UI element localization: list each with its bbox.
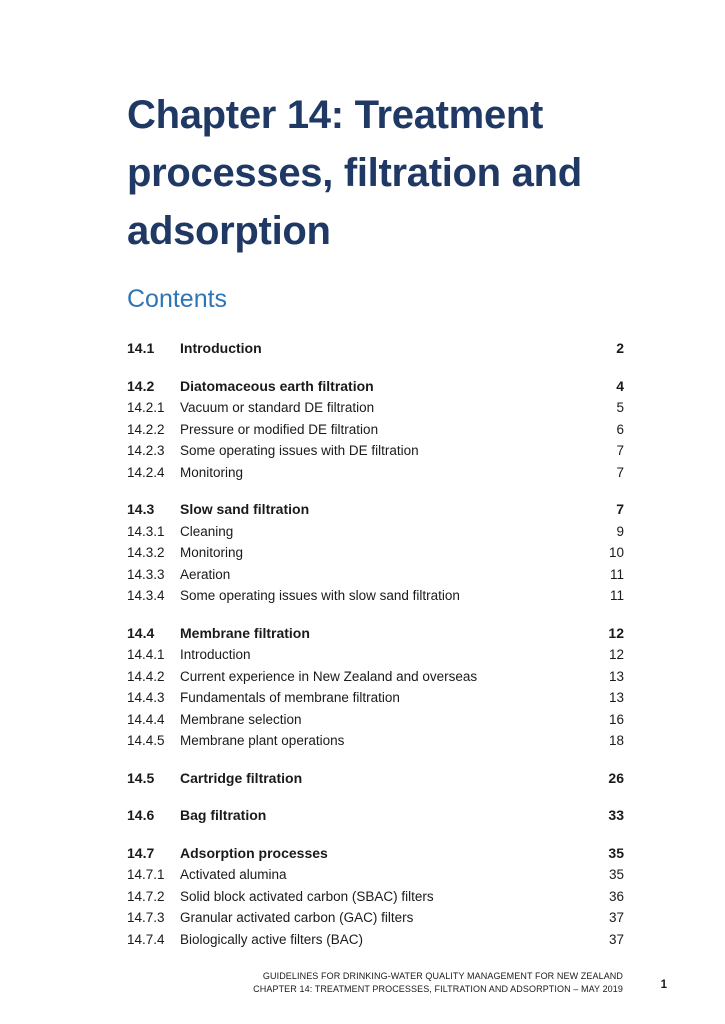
toc-entry-page: 9 bbox=[616, 523, 624, 539]
page-content bbox=[127, 0, 624, 950]
toc-entry-number: 14.7.3 bbox=[127, 910, 165, 925]
toc-entry-number: 14.2.4 bbox=[127, 464, 165, 480]
toc-entry-page: 6 bbox=[616, 421, 624, 437]
toc-entry-page: 13 bbox=[608, 690, 624, 705]
toc-entry[interactable] bbox=[127, 542, 624, 564]
toc-entry[interactable] bbox=[127, 864, 624, 886]
toc-entry-label: Solid block activated carbon (SBAC) filters bbox=[180, 888, 434, 904]
toc-entry-page: 11 bbox=[609, 588, 624, 603]
toc-entry-label: Activated alumina bbox=[180, 867, 287, 882]
toc-entry-page: 36 bbox=[608, 888, 624, 904]
toc-entry[interactable] bbox=[127, 805, 624, 827]
toc-entry-page: 13 bbox=[608, 668, 624, 684]
toc-entry-page: 12 bbox=[608, 647, 624, 662]
toc-entry-page: 12 bbox=[608, 624, 624, 641]
toc-entry-number: 14.6 bbox=[127, 807, 155, 823]
toc-entry-number: 14.4.4 bbox=[127, 711, 165, 727]
title-line-3: adsorption bbox=[127, 209, 331, 253]
toc-entry[interactable] bbox=[127, 768, 624, 790]
title-line-1: Chapter 14: Treatment bbox=[127, 93, 544, 137]
footer-line-2: CHAPTER 14: TREATMENT PROCESSES, FILTRATION AND ADSORPTION – MAY 2019 bbox=[253, 984, 623, 994]
toc-entry-number: 14.2.3 bbox=[127, 443, 165, 458]
toc-entry[interactable] bbox=[127, 929, 624, 951]
toc-entry-page: 7 bbox=[616, 464, 624, 480]
toc-entry-number: 14.3.3 bbox=[127, 566, 165, 582]
toc-entry-page: 10 bbox=[608, 545, 624, 560]
toc-entry-number: 14.7.4 bbox=[127, 931, 165, 947]
toc-entry-number: 14.2.1 bbox=[127, 400, 165, 415]
toc-entry-page: 11 bbox=[609, 566, 624, 582]
toc-entry-number: 14.3.2 bbox=[127, 545, 165, 560]
toc-entry-label: Vacuum or standard DE filtration bbox=[180, 400, 375, 415]
toc-entry-page: 7 bbox=[616, 501, 624, 517]
toc-entry-label: Granular activated carbon (GAC) filters bbox=[180, 910, 414, 925]
toc-entry-label: Current experience in New Zealand and overseas bbox=[180, 668, 478, 684]
toc-entry-label: Pressure or modified DE filtration bbox=[180, 421, 379, 437]
toc-entry[interactable] bbox=[127, 397, 624, 419]
toc-entry[interactable] bbox=[127, 585, 624, 607]
toc-entry-number: 14.7.1 bbox=[127, 867, 165, 882]
toc-entry-label: Cleaning bbox=[180, 523, 234, 539]
toc-entry-label: Membrane plant operations bbox=[180, 733, 345, 748]
toc-entry-page: 18 bbox=[608, 733, 624, 748]
toc-entry-number: 14.5 bbox=[127, 769, 155, 786]
toc-entry[interactable] bbox=[127, 709, 624, 731]
toc-entry-label: Introduction bbox=[180, 647, 251, 662]
toc-list bbox=[127, 338, 624, 950]
toc-entry-label: Some operating issues with DE filtration bbox=[180, 443, 419, 458]
toc-entry-page: 35 bbox=[608, 867, 624, 882]
page-title bbox=[127, 86, 624, 260]
toc-entry[interactable] bbox=[127, 644, 624, 666]
toc-entry[interactable] bbox=[127, 419, 624, 441]
toc-entry[interactable] bbox=[127, 499, 624, 521]
toc-entry-page: 2 bbox=[616, 340, 624, 356]
toc-entry[interactable] bbox=[127, 907, 624, 929]
toc-entry-number: 14.7.2 bbox=[127, 888, 165, 904]
toc-entry[interactable] bbox=[127, 462, 624, 484]
toc-entry-label: Biologically active filters (BAC) bbox=[180, 931, 364, 947]
toc-entry[interactable] bbox=[127, 886, 624, 908]
toc-entry-page: 37 bbox=[608, 931, 624, 947]
toc-entry-label: Fundamentals of membrane filtration bbox=[180, 690, 400, 705]
toc-entry-number: 14.3.4 bbox=[127, 588, 165, 603]
toc-entry-label: Bag filtration bbox=[180, 807, 267, 823]
toc-entry[interactable] bbox=[127, 376, 624, 398]
toc-entry-page: 33 bbox=[608, 807, 624, 823]
toc-entry[interactable] bbox=[127, 730, 624, 752]
toc-entry-number: 14.2.2 bbox=[127, 421, 165, 437]
toc-entry-label: Membrane filtration bbox=[180, 624, 310, 641]
toc-entry-page: 37 bbox=[608, 910, 624, 925]
toc-entry[interactable] bbox=[127, 666, 624, 688]
toc-entry[interactable] bbox=[127, 687, 624, 709]
toc-entry-page: 7 bbox=[616, 443, 624, 458]
toc-entry-label: Monitoring bbox=[180, 545, 244, 560]
toc-entry-number: 14.1 bbox=[127, 340, 155, 356]
toc-entry-label: Some operating issues with slow sand filtration bbox=[180, 588, 460, 603]
toc-entry-number: 14.4.5 bbox=[127, 733, 165, 748]
toc-entry-label: Diatomaceous earth filtration bbox=[180, 377, 374, 394]
toc-entry-label: Adsorption processes bbox=[180, 844, 328, 861]
contents-heading: Contents bbox=[127, 285, 228, 313]
toc-entry[interactable] bbox=[127, 338, 624, 360]
toc-entry-number: 14.3.1 bbox=[127, 523, 165, 539]
toc-entry-number: 14.4.3 bbox=[127, 690, 165, 705]
toc-entry[interactable] bbox=[127, 564, 624, 586]
page-footer bbox=[253, 970, 623, 996]
toc-entry-label: Slow sand filtration bbox=[180, 501, 310, 517]
toc-entry-page: 16 bbox=[608, 711, 624, 727]
toc-entry-label: Monitoring bbox=[180, 464, 244, 480]
toc-entry-label: Membrane selection bbox=[180, 711, 302, 727]
toc-entry[interactable] bbox=[127, 623, 624, 645]
toc-entry-number: 14.4.2 bbox=[127, 668, 165, 684]
toc-entry-label: Aeration bbox=[180, 566, 231, 582]
toc-entry-number: 14.4 bbox=[127, 624, 155, 641]
toc-entry-page: 35 bbox=[608, 844, 624, 861]
toc-entry-number: 14.7 bbox=[127, 844, 155, 861]
toc-entry-number: 14.4.1 bbox=[127, 647, 165, 662]
toc-entry-page: 4 bbox=[616, 377, 624, 394]
toc-entry[interactable] bbox=[127, 440, 624, 462]
toc-entry-page: 26 bbox=[608, 769, 624, 786]
page-number: 1 bbox=[660, 979, 667, 991]
toc-entry-number: 14.2 bbox=[127, 377, 155, 394]
toc-entry[interactable] bbox=[127, 843, 624, 865]
footer-line-1: GUIDELINES FOR DRINKING-WATER QUALITY MANAGEMENT FOR NEW ZEALAND bbox=[262, 971, 623, 981]
toc-entry-number: 14.3 bbox=[127, 501, 155, 517]
toc-entry-label: Cartridge filtration bbox=[180, 769, 303, 786]
toc-entry[interactable] bbox=[127, 521, 624, 543]
toc-entry-label: Introduction bbox=[180, 340, 262, 356]
toc-entry-page: 5 bbox=[616, 400, 624, 415]
title-line-2: processes, filtration and bbox=[127, 151, 582, 195]
